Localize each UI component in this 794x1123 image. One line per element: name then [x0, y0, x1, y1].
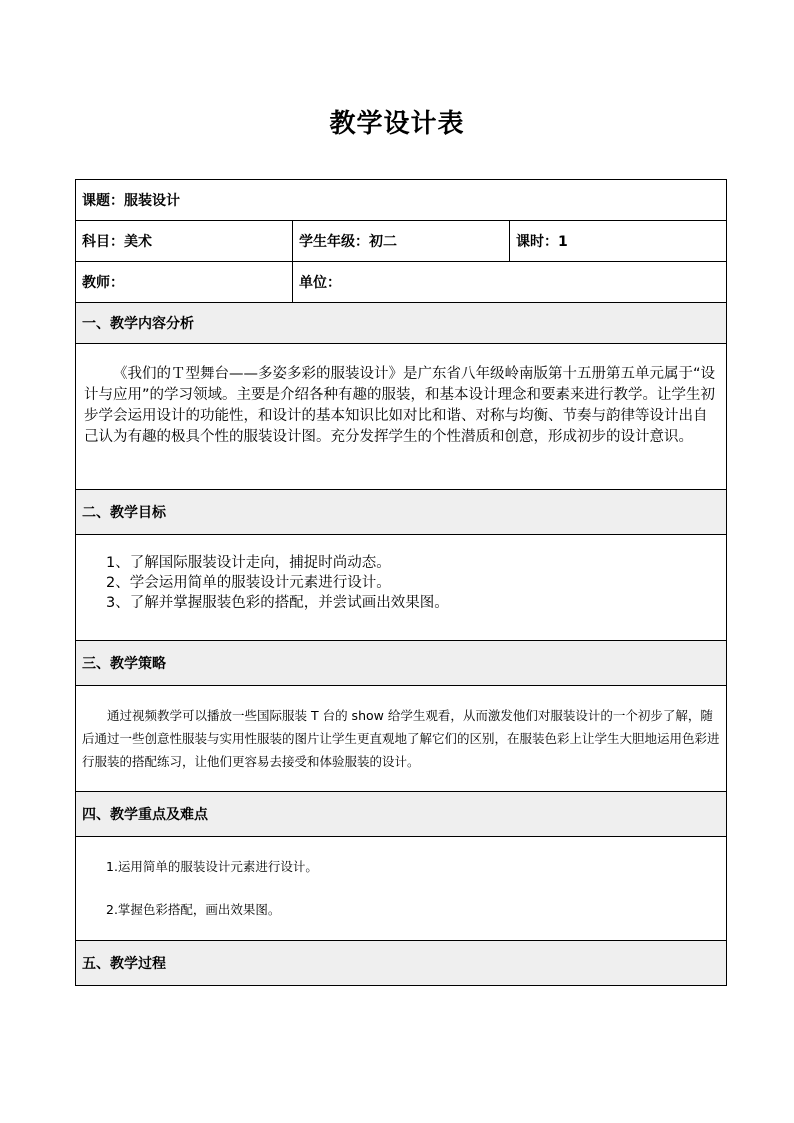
- key-point-item: 2.掌握色彩搭配，画出效果图。: [106, 902, 281, 917]
- content-analysis-heading: 一、教学内容分析: [76, 303, 727, 344]
- key-points-body-row: [76, 837, 727, 941]
- unit-cell: 单位：: [293, 262, 727, 303]
- document-title: 教学设计表: [329, 109, 465, 139]
- objectives-body-row: [76, 535, 727, 641]
- period-cell: 课时：1: [510, 221, 727, 262]
- key-point-item: 1.运用简单的服装设计元素进行设计。: [106, 859, 318, 874]
- objective-item: 1、了解国际服装设计走向，捕捉时尚动态。: [106, 555, 391, 571]
- content-analysis-body: [76, 344, 727, 490]
- topic-cell: 课题：服装设计: [76, 180, 727, 221]
- subject-row: [76, 221, 727, 262]
- key-points-heading-row: [76, 792, 727, 837]
- objectives-heading: 二、教学目标: [76, 490, 727, 535]
- strategy-text: 通过视频教学可以播放一些国际服装 T 台的 show 给学生观看，从而激发他们对服装设计的一个初步了解，随后通过一些创意性服装与实用性服装的图片让学生更直观地了解它们的区别，在服装色彩上让学生大胆地运用色彩进行服装的搭配练习，让他们更容易去接受和体验服装的设计。: [82, 708, 720, 769]
- strategy-body: [76, 686, 727, 792]
- content-analysis-heading-row: [76, 303, 727, 344]
- process-heading: 五、教学过程: [76, 941, 727, 986]
- subject-cell: 科目：美术: [76, 221, 293, 262]
- strategy-heading-row: [76, 641, 727, 686]
- content-analysis-text: 《我们的Ｔ型舞台——多姿多彩的服装设计》是广东省八年级岭南版第十五册第五单元属于“设计与应用”的学习领域。主要是介绍各种有趣的服装，和基本设计理念和要素来进行教学。让学生初步学会运用设计的功能性，和设计的基本知识比如对比和谐、对称与均衡、节奏与韵律等设计出自己认为有趣的极具个性的服装设计图。充分发挥学生的个性潜质和创意，形成初步的设计意识。: [84, 366, 716, 445]
- process-heading-row: [76, 941, 727, 986]
- strategy-body-row: [76, 686, 727, 792]
- objectives-body: [76, 535, 727, 641]
- lesson-design-table: [75, 179, 727, 986]
- objective-item: 3、了解并掌握服装色彩的搭配，并尝试画出效果图。: [106, 595, 449, 611]
- key-points-body: [76, 837, 727, 941]
- topic-row: [76, 180, 727, 221]
- grade-cell: 学生年级：初二: [293, 221, 510, 262]
- strategy-heading: 三、教学策略: [76, 641, 727, 686]
- objective-item: 2、学会运用简单的服装设计元素进行设计。: [106, 575, 391, 591]
- teacher-row: [76, 262, 727, 303]
- objectives-heading-row: [76, 490, 727, 535]
- key-points-heading: 四、教学重点及难点: [76, 792, 727, 837]
- content-analysis-body-row: [76, 344, 727, 490]
- teacher-cell: 教师：: [76, 262, 293, 303]
